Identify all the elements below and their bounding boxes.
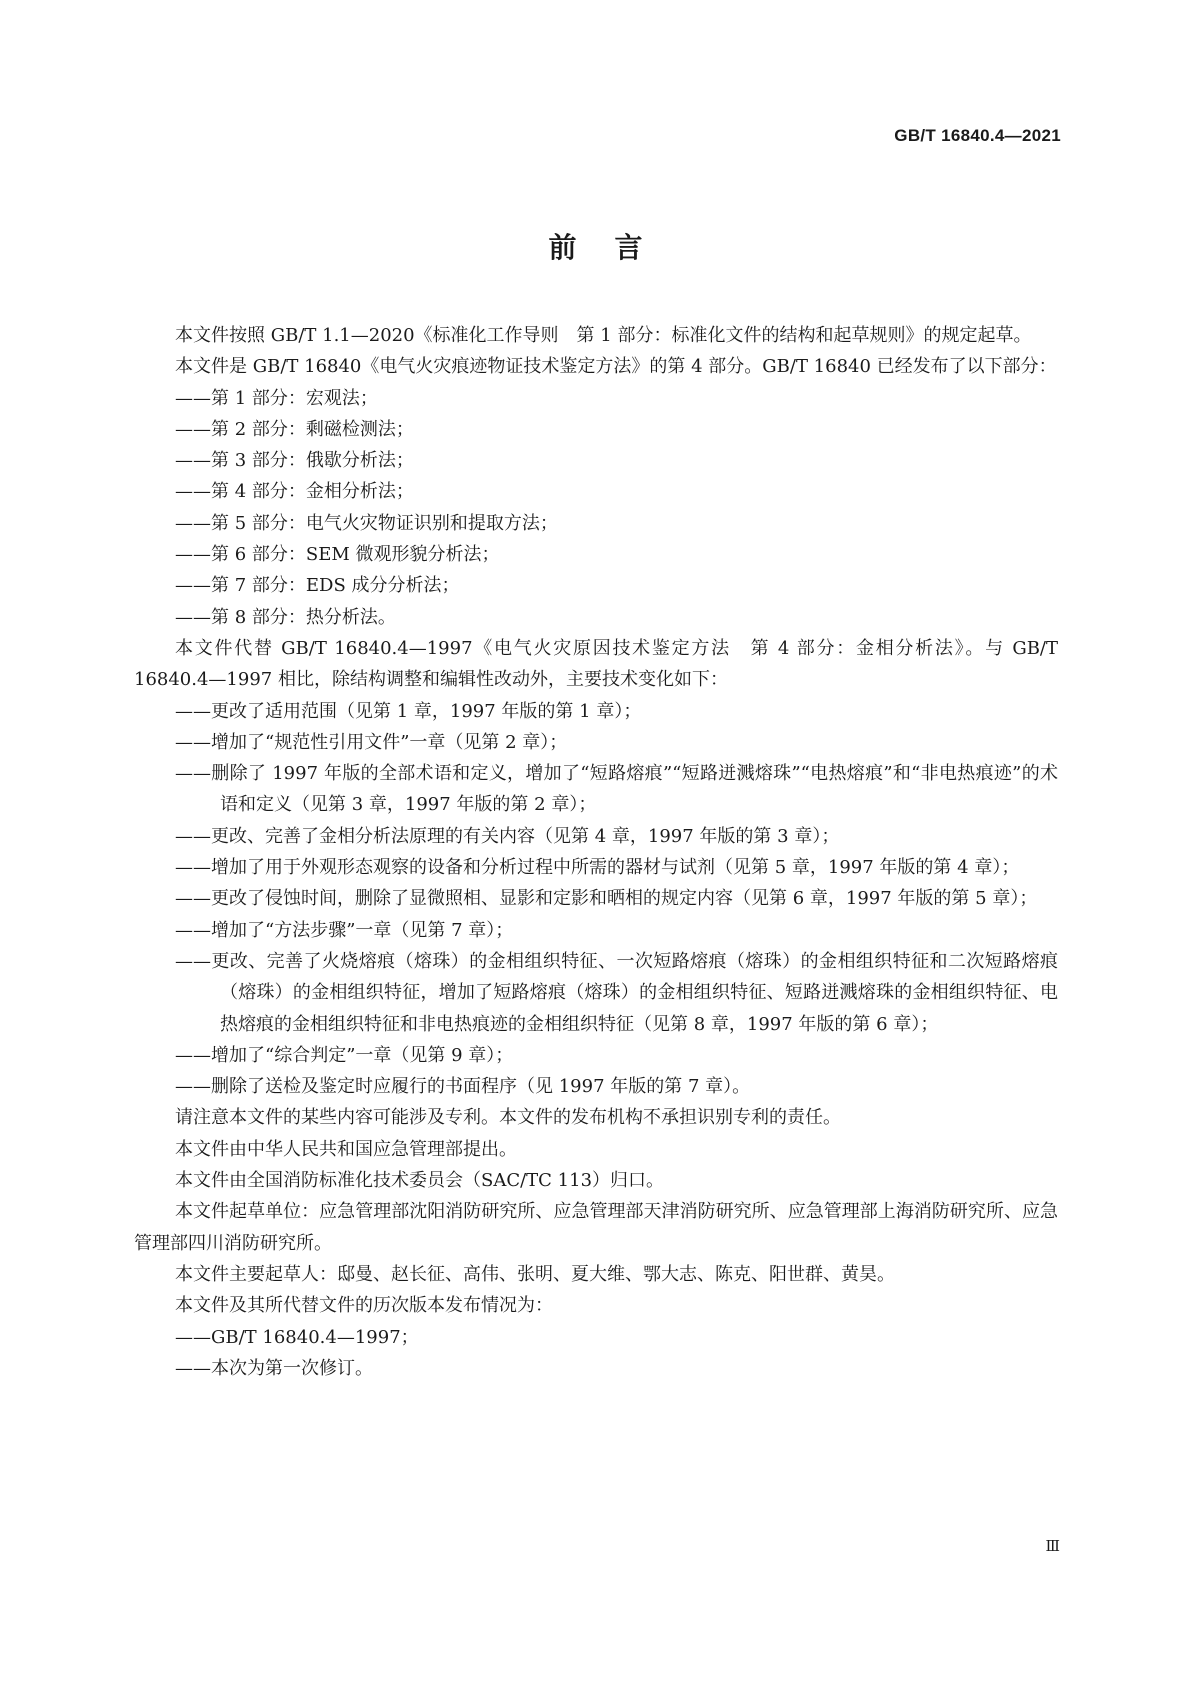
paragraph: 本文件起草单位：应急管理部沈阳消防研究所、应急管理部天津消防研究所、应急管理部上海消防研究所、应急管理部四川消防研究所。 [134,1201,1058,1254]
list-item: ——更改了侵蚀时间，删除了显微照相、显影和定影和晒相的规定内容（见第 6 章，1997 年版的第 5 章）； [175,888,1038,910]
list-item: ——第 4 部分：金相分析法； [175,481,414,503]
list-item: ——增加了“方法步骤”一章（见第 7 章）； [175,919,514,941]
list-item: ——更改、完善了金相分析法原理的有关内容（见第 4 章，1997 年版的第 3 章）； [175,825,840,847]
standard-number: GB/T 16840.4—2021 [894,126,1061,145]
list-item: ——更改了适用范围（见第 1 章，1997 年版的第 1 章）； [175,700,642,722]
list-item: ——更改、完善了火烧熔痕（熔珠）的金相组织特征、一次短路熔痕（熔珠）的金相组织特征和二次短路熔痕（熔珠）的金相组织特征，增加了短路熔痕（熔珠）的金相组织特征、短路迸溅熔珠的金相组织特征、电热熔痕的金相组织特征和非电热痕迹的金相组织特征（见第 8 章，1997 年版的第 6 章）； [175,950,1058,1035]
list-item: ——增加了“综合判定”一章（见第 9 章）； [175,1044,514,1066]
list-item: ——第 5 部分：电气火灾物证识别和提取方法； [175,512,558,534]
list-item: ——第 6 部分：SEM 微观形貌分析法； [175,544,500,566]
list-item: ——增加了用于外观形态观察的设备和分析过程中所需的器材与试剂（见第 5 章，1997 年版的第 4 章）； [175,857,1020,879]
list-item: ——本次为第一次修订。 [175,1357,373,1379]
paragraph: 本文件由全国消防标准化技术委员会（SAC/TC 113）归口。 [175,1170,665,1192]
list-item: ——第 8 部分：热分析法。 [175,606,396,628]
page-number: Ⅲ [1045,1537,1060,1555]
paragraph: 请注意本文件的某些内容可能涉及专利。本文件的发布机构不承担识别专利的责任。 [175,1107,841,1129]
paragraph: 本文件由中华人民共和国应急管理部提出。 [175,1138,517,1160]
list-item: ——第 2 部分：剩磁检测法； [175,418,414,440]
list-item: ——第 1 部分：宏观法； [175,387,378,409]
paragraph: 本文件按照 GB/T 1.1—2020《标准化工作导则 第 1 部分：标准化文件的结构和起草规则》的规定起草。 [175,325,1032,346]
list-item: ——第 3 部分：俄歇分析法； [175,450,414,472]
paragraph: 本文件及其所代替文件的历次版本发布情况为： [175,1295,553,1317]
list-item: ——GB/T 16840.4—1997； [175,1326,419,1348]
page-title: 前言 [548,231,681,264]
list-item: ——删除了送检及鉴定时应履行的书面程序（见 1997 年版的第 7 章）。 [175,1076,751,1098]
list-item: ——删除了 1997 年版的全部术语和定义，增加了“短路熔痕”“短路迸溅熔珠”“电热熔痕”和“非电热痕迹”的术语和定义（见第 3 章，1997 年版的第 2 章）； [175,763,1058,816]
paragraph: 本文件代替 GB/T 16840.4—1997《电气火灾原因技术鉴定方法 第 4 部分：金相分析法》。与 GB/T 16840.4—1997 相比，除结构调整和编辑性改动外，主要技术变化如下： [134,637,1058,691]
paragraph: 本文件是 GB/T 16840《电气火灾痕迹物证技术鉴定方法》的第 4 部分。GB/T 16840 已经发布了以下部分： [175,356,1057,378]
paragraph: 本文件主要起草人：邸曼、赵长征、高伟、张明、夏大维、鄂大志、陈克、阳世群、黄昊。 [175,1263,895,1285]
list-item: ——第 7 部分：EDS 成分分析法； [175,575,460,597]
document-body [134,320,1058,1384]
list-item: ——增加了“规范性引用文件”一章（见第 2 章）； [175,731,568,753]
